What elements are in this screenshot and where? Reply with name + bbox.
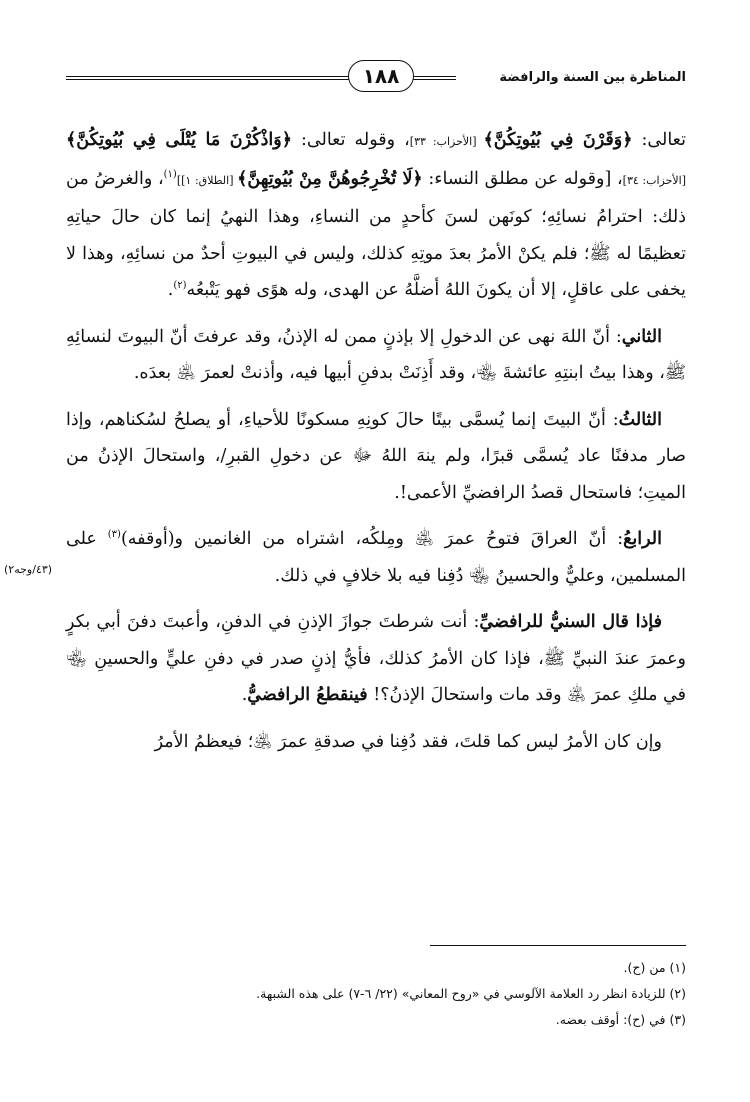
footnote-marker: (٣) [107, 529, 121, 541]
header-rule-left [66, 76, 346, 77]
text-run: ، وقوله تعالى: [291, 130, 410, 150]
verse-reference: [الطلاق: ١]] [176, 173, 238, 187]
point-heading: الرابعُ [623, 529, 662, 549]
manuscript-folio-note: (٤٣/وجه٢) [4, 563, 53, 576]
text-run: : أنّ اللهَ نهى عن الدخولِ إلا بإذنٍ ممن له الإذنُ، وقد عرفتَ أنّ البيوتَ لنسائِهِ ﷺ، وهذا بيتُ ابنتِهِ عائشةَ ﵄، وقد أَذِنَتْ بدفنِ أبيها فيه، وأذنتْ لعمرَ ﵁ بعدَه. [66, 326, 686, 383]
point-heading: فإذا قال السنيُّ للرافضيِّ [479, 612, 662, 632]
verse-reference: [الأحزاب: ٣٤] [622, 173, 687, 187]
text-run: وإن كان الأمرُ ليس كما قلتَ، فقد دُفِنا في صدقةِ عمرَ ﵁؛ فيعظمُ الأمرُ [154, 731, 662, 752]
footnotes [66, 955, 686, 1033]
footnote-1: (١) من (ح). [623, 960, 686, 975]
text-run: تعالى: [632, 130, 686, 150]
text-run: ، [وقوله عن مطلق النساء: [422, 168, 623, 189]
text-run: على المسلمين، وعليٌّ والحسينُ ﵄ دُفِنا فيه بلا خلافٍ في ذلك. [66, 529, 686, 586]
quran-verse: ﴿وَاذْكُرْنَ مَا يُتْلَى فِي بُيُوتِكُنَّ﴾ [66, 130, 292, 150]
paragraph-3 [66, 402, 686, 512]
point-heading: الثاني [621, 326, 662, 347]
text-run: : أنّ البيتَ إنما يُسمَّى بيتًا حالَ كونِهِ مسكونًا للأحياءِ، أو يصلحُ لسُكناهم، وإذا صار مدفنًا عاد يُسمَّى قبرًا، ولم ينهَ اللهُ ﷻ عن دخولِ القبرِ/، واستحالَ الإذنُ من الميتِ؛ فاستحال قصدُ الرافضيِّ الأعمى!. [66, 409, 686, 503]
main-text [66, 122, 686, 770]
page-number: ١٨٨ [348, 60, 414, 92]
footnote-marker: (١) [163, 168, 177, 180]
footnote-2: (٢) للزيادة انظر رد العلامة الآلوسي في «روح المعاني» (٢٢/ ٦-٧) على هذه الشبهة. [256, 986, 686, 1001]
conclusion-phrase: فينقطعُ الرافضيُّ [247, 685, 368, 705]
paragraph-1 [66, 122, 686, 309]
text-run: : أنّ العراقَ فتوحُ عمرَ ﵁ ومِلكُه، اشتراه من الغانمين و(أوقفه) [120, 529, 624, 549]
paragraph-5 [66, 604, 686, 714]
text-run: . [241, 685, 248, 705]
text-run: . [167, 280, 174, 300]
paragraph-6 [66, 724, 686, 761]
page-header [66, 60, 686, 100]
footnote-marker: (٢) [173, 280, 187, 292]
text-run: : أنت شرطتَ جوازَ الإذنِ في الدفنِ، وأعبتَ دفنَ أبي بكرٍ وعمرَ عندَ النبيِّ ﷺ، فإذا كان الأمرُ كذلك، فأيُّ إذنٍ صدر في دفنِ عليٍّ والحسينِ ﵄ في ملكِ عمرَ ﵁ وقد مات واستحالَ الإذنُ؟! [66, 612, 686, 705]
text-run: ، والغرضُ من ذلك: احترامُ نسائِهِ؛ كونَهن لسنَ كأحدٍ من النساءِ، وهذا النهيُ إنما كان حالَ حياتِهِ تعظيمًا له ﷺ؛ فلم يكنْ الأمرُ بعدَ موتِهِ كذلك، وليس في البيوتِ أحدٌ من نسائِهِ، وهذا لا يخفى على عاقلٍ، إلا أن يكونَ اللهُ أضلَّهُ عن الهدى، وله هوًى فهو يَتْبعُه [66, 168, 686, 300]
quran-verse: ﴿لَا تُخْرِجُوهُنَّ مِنْ بُيُوتِهِنَّ﴾ [237, 168, 423, 189]
verse-reference: [الأحزاب: ٣٣] [409, 135, 484, 148]
footnote-divider [430, 945, 686, 946]
running-title: المناظرة بين السنة والرافضة [499, 70, 686, 85]
quran-verse: ﴿وَقَرْنَ فِي بُيُوتِكُنَّ﴾ [483, 130, 633, 150]
point-heading: الثالثُ [618, 409, 662, 430]
paragraph-4 [66, 521, 686, 594]
paragraph-2 [66, 319, 686, 392]
footnote-3: (٣) في (ح): أوقف بعضه. [555, 1012, 686, 1027]
